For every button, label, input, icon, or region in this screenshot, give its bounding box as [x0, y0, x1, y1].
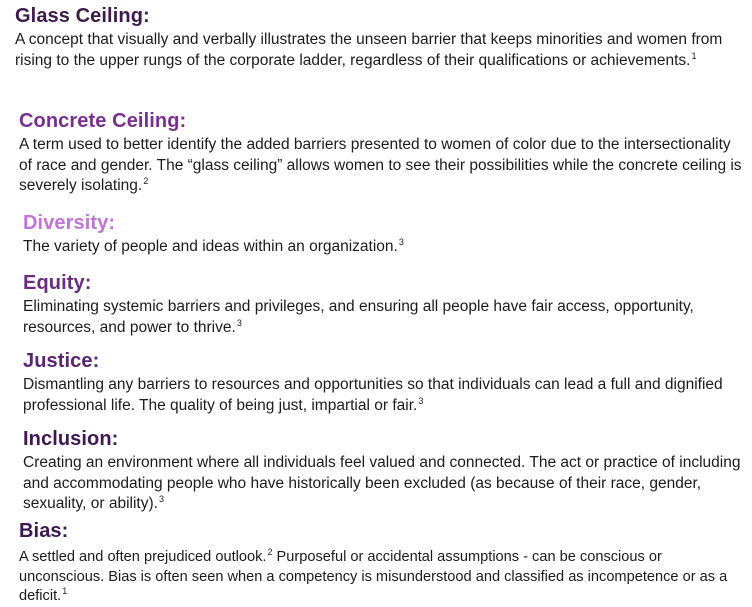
- definition-text: Dismantling any barriers to resources and opportunities so that individuals can lead a full and dignified professional life. The quality of being just, impartial or fair.: [23, 376, 723, 414]
- footnote-ref: 3: [398, 237, 404, 247]
- footnote-ref: 3: [236, 317, 242, 328]
- footnote-ref: 1: [691, 50, 697, 61]
- term-definition: [23, 237, 743, 258]
- footnote-ref: 3: [418, 395, 424, 406]
- term-definition: [23, 453, 748, 515]
- term-title: Diversity:: [23, 212, 116, 234]
- definition-text: A concept that visually and verbally illustrates the unseen barrier that keeps minorities and women from rising to the upper rungs of the corporate ladder, regardless of their qualifications or achievements.: [15, 31, 723, 69]
- term-title: Glass Ceiling:: [15, 5, 150, 27]
- term-title: Concrete Ceiling:: [19, 110, 187, 132]
- term-concrete-ceiling: [19, 110, 747, 197]
- term-definition: [23, 375, 743, 416]
- definition-text: Eliminating systemic barriers and privileges, and ensuring all people have fair access, opportunity, resources, and power to thrive.: [23, 298, 694, 336]
- definition-text: Purposeful or accidental assumptions - can be conscious or unconscious. Bias is often seen when a competency is misunderstood and classified as incompetence or as a deficit.: [19, 549, 728, 604]
- definition-text: A term used to better identify the added barriers presented to women of color due to the intersectionality of race and gender. The “glass ceiling” allows women to see their possibilities while the concrete ceiling is severely isolating.: [19, 136, 742, 194]
- definition-text: Creating an environment where all individuals feel valued and connected. The act or practice of including and accommodating people who have historically been excluded (as because of their race, gender, sexuality, or ability).: [23, 454, 741, 512]
- term-inclusion: [23, 428, 748, 515]
- footnote-ref: 3: [158, 494, 164, 504]
- term-title: Equity:: [23, 272, 92, 294]
- term-definition: [23, 297, 743, 338]
- term-definition: [19, 548, 747, 607]
- term-bias: [19, 520, 747, 607]
- definition-text: The variety of people and ideas within an organization.: [23, 238, 398, 255]
- footnote-ref: 2: [267, 547, 273, 557]
- term-glass-ceiling: [15, 5, 745, 71]
- term-title: Justice:: [23, 350, 100, 372]
- term-justice: [23, 350, 743, 416]
- term-title: Inclusion:: [23, 428, 119, 450]
- term-definition: [19, 135, 747, 197]
- definition-text: A settled and often prejudiced outlook.: [19, 549, 267, 565]
- term-title: Bias:: [19, 520, 69, 542]
- term-definition: [15, 30, 745, 71]
- term-diversity: [23, 212, 743, 258]
- footnote-ref: 2: [143, 176, 149, 186]
- footnote-ref: 1: [62, 586, 68, 596]
- term-equity: [23, 272, 743, 338]
